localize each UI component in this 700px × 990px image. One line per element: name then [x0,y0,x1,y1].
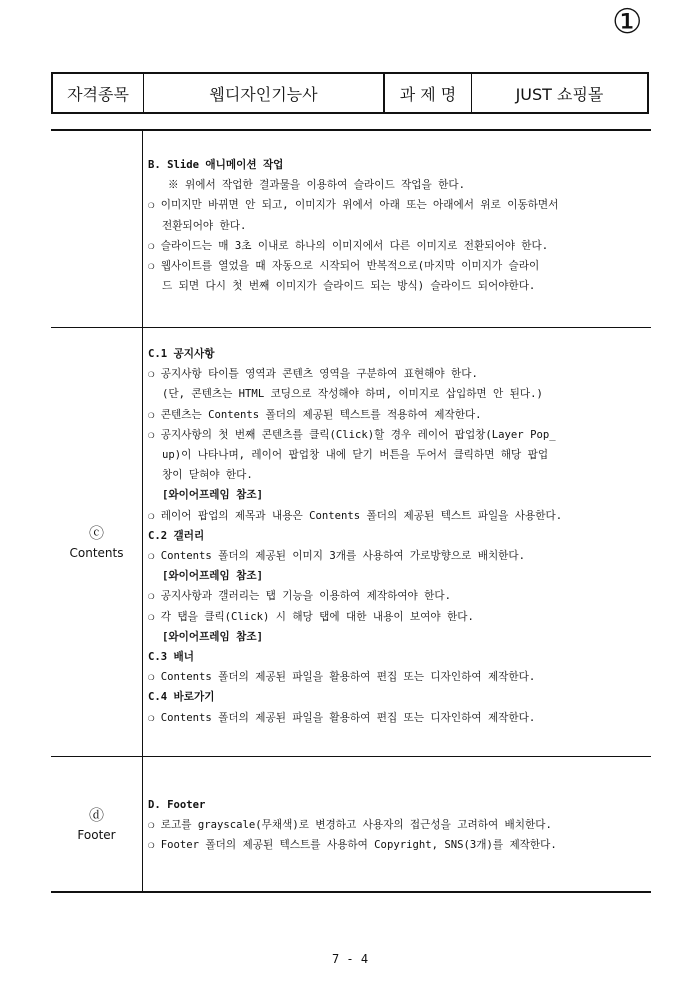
wireframe-reference: [와이어프레임 참조] [162,570,264,583]
page-marker: ① [612,2,643,42]
section-b-item-cont: 전환되어야 한다. [162,219,247,232]
section-d-item: ❍ Footer 폴더의 제공된 텍스트를 사용하여 Copyright, SNS(3개)를 제작한다. [148,839,557,852]
wireframe-reference: [와이어프레임 참조] [162,630,264,643]
section-d-item: ❍ 로고를 grayscale(무채색)로 변경하고 사용자의 접근성을 고려하여 배치한다. [148,819,552,832]
section-c-item: ❍ 공지사항의 첫 번째 콘텐츠를 클릭(Click)할 경우 레이어 팝업창(Layer Pop_ [148,428,556,441]
section-d-row [51,757,651,893]
section-b-body [143,130,652,328]
section-d-heading: D. Footer [148,799,206,811]
section-c3-heading: C.3 배너 [148,651,194,664]
section-b-item-cont: 드 되면 다시 첫 번째 이미지가 슬라이드 되는 방식) 슬라이드 되어야한다. [162,280,536,293]
header-label-task: 과 제 명 [384,73,472,113]
section-d-label: Footer [77,828,116,842]
section-c-item-cont: 창이 닫혀야 한다. [162,469,253,482]
content-table [51,129,651,893]
section-b-heading: B. Slide 애니메이션 작업 [148,159,284,171]
section-d-label-cell [51,757,143,893]
section-b-item: ❍ 슬라이드는 매 3초 이내로 하나의 이미지에서 다른 이미지로 전환되어야 한다. [148,239,549,252]
section-c-item: ❍ Contents 폴더의 제공된 이미지 3개를 사용하여 가로방향으로 배치한다. [148,550,526,563]
section-b-label [51,130,143,328]
header-table [51,72,649,114]
section-c-item: ❍ 콘텐츠는 Contents 폴더의 제공된 텍스트를 적용하여 제작한다. [148,408,482,421]
section-c-item: ❍ 레이어 팝업의 제목과 내용은 Contents 폴더의 제공된 텍스트 파일을 사용한다. [148,509,563,522]
section-c-item-cont: (단, 콘텐츠는 HTML 코딩으로 작성해야 하며, 이미지로 삽입하면 안 된다.) [162,388,543,401]
section-d-symbol: ⓓ [88,806,104,824]
section-c4-heading: C.4 바로가기 [148,691,215,704]
section-c-item: ❍ Contents 폴더의 제공된 파일을 활용하여 편집 또는 디자인하여 제작한다. [148,671,536,684]
section-c-item-cont: up)이 나타나며, 레이어 팝업창 내에 닫기 버튼을 두어서 클릭하면 해당 팝업 [162,449,549,462]
section-c1-heading: C.1 공지사항 [148,348,215,360]
section-c-item: ❍ 각 탭을 클릭(Click) 시 해당 탭에 대한 내용이 보여야 한다. [148,610,474,623]
section-c-symbol: ⓒ [88,524,104,542]
header-label-subject: 자격종목 [52,73,144,113]
section-b-item: ❍ 이미지만 바뀌면 안 되고, 이미지가 위에서 아래 또는 아래에서 위로 이동하면서 [148,199,559,212]
page-number: 7 - 4 [331,952,369,966]
section-d-body [143,757,652,893]
section-b-note: ※ 위에서 작업한 결과물을 이용하여 슬라이드 작업을 한다. [168,179,465,192]
header-value-subject: 웹디자인기능사 [144,73,385,113]
section-b-item: ❍ 웹사이트를 열었을 때 자동으로 시작되어 반복적으로(마지막 이미지가 슬라이 [148,260,540,273]
section-c-item: ❍ Contents 폴더의 제공된 파일을 활용하여 편집 또는 디자인하여 제작한다. [148,711,536,724]
section-c-body [143,328,652,757]
section-c-label-cell [51,328,143,757]
header-value-task: JUST 쇼핑몰 [472,73,649,113]
wireframe-reference: [와이어프레임 참조] [162,489,264,502]
section-c-item: ❍ 공지사항 타이틀 영역과 콘텐츠 영역을 구분하여 표현해야 한다. [148,368,478,381]
section-c-item: ❍ 공지사항과 갤러리는 탭 기능을 이용하여 제작하여야 한다. [148,590,452,603]
section-c-row [51,328,651,757]
section-c2-heading: C.2 갤러리 [148,529,205,542]
section-c-label: Contents [69,546,124,560]
section-b-row [51,130,651,328]
